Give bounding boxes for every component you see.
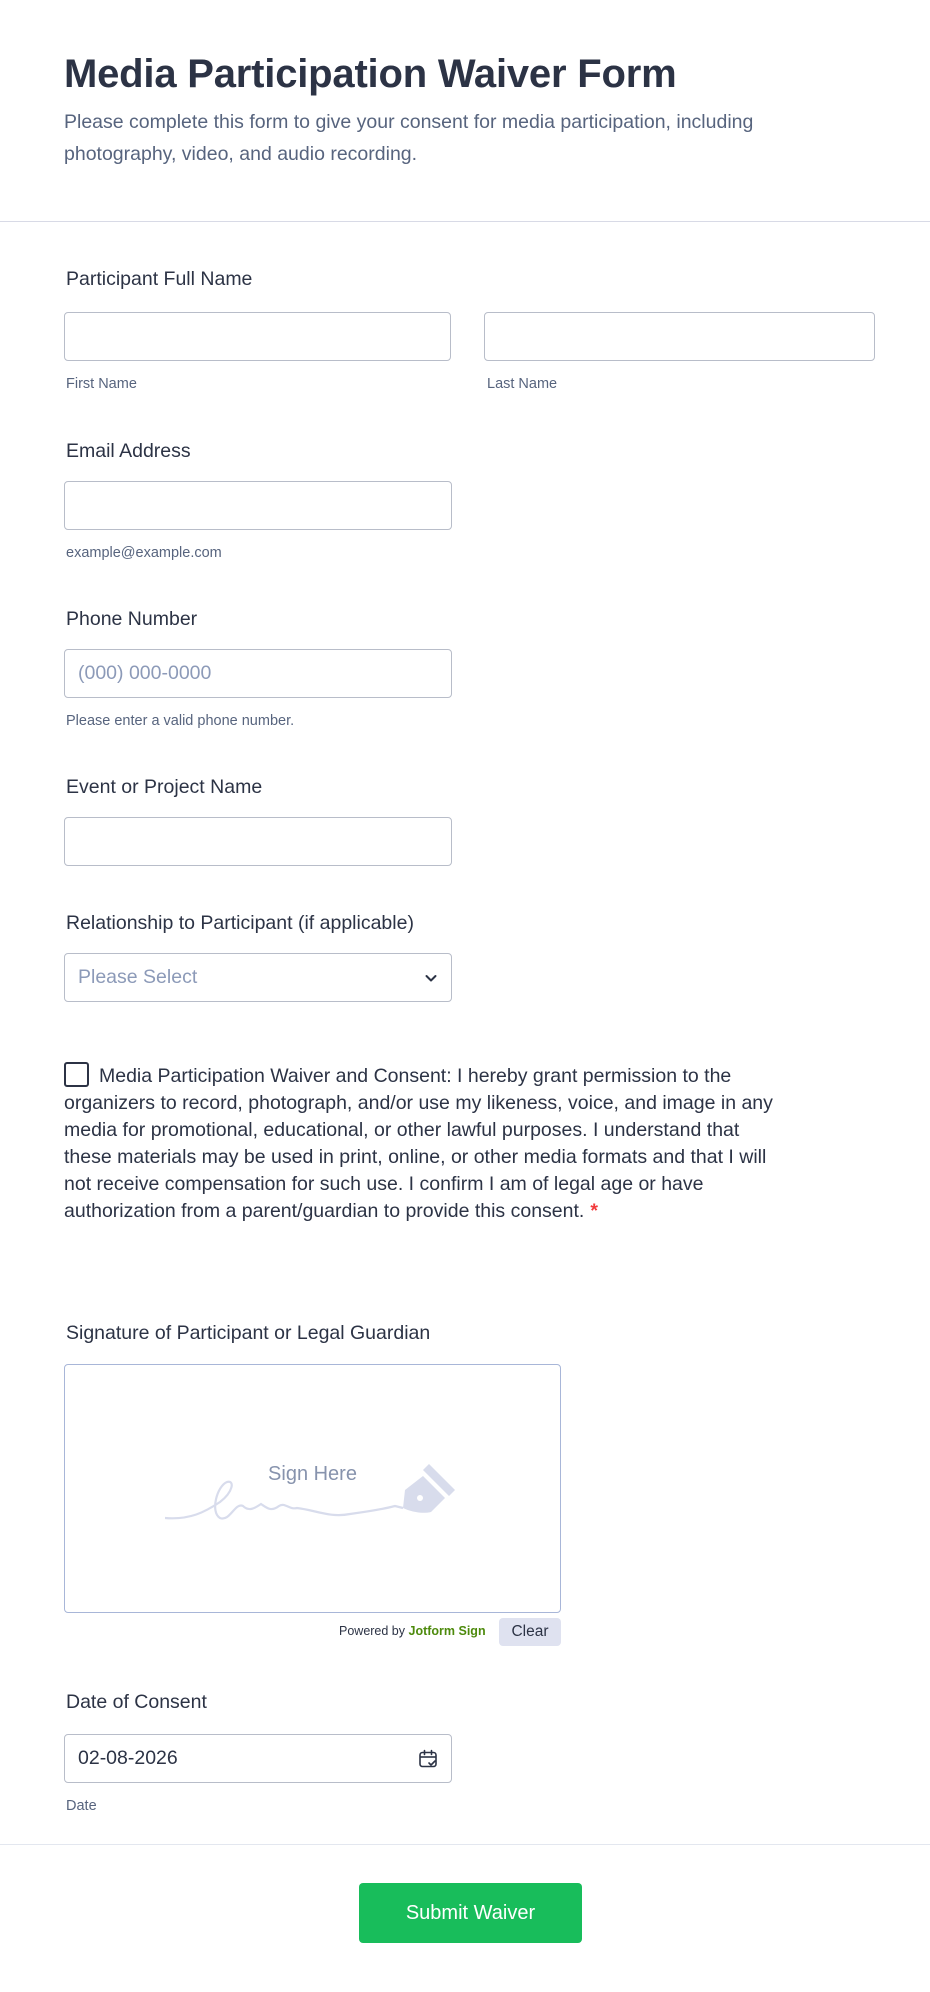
full-name-label: Participant Full Name (66, 268, 253, 290)
last-name-sublabel: Last Name (487, 376, 558, 392)
email-input[interactable] (64, 481, 452, 530)
last-name-input[interactable] (484, 312, 875, 361)
date-sublabel: Date (66, 1798, 97, 1814)
form-title: Media Participation Waiver Form (64, 52, 677, 96)
powered-by-brand-link[interactable]: Jotform Sign (408, 1624, 486, 1638)
consent-checkbox[interactable] (64, 1062, 89, 1087)
email-sublabel: example@example.com (66, 545, 222, 561)
phone-sublabel: Please enter a valid phone number. (66, 713, 295, 729)
signature-label: Signature of Participant or Legal Guardian (66, 1322, 431, 1344)
date-value: 02-08-2026 (78, 1747, 178, 1769)
date-input[interactable] (64, 1734, 452, 1783)
form-subtitle: Please complete this form to give your consent for media participation, including photography, video, and audio recording. (64, 111, 754, 165)
consent-text: Media Participation Waiver and Consent: I hereby grant permission to the organizers to record, photograph, and/or use my likeness, voice, and image in any media for promotional, educational, or other lawful purposes. I understand that these materials may be used in print, online, or other media formats and that I will not receive compensation for such use. I confirm I am of legal age or have authorization from a parent/guardian to provide this consent. (64, 1065, 773, 1222)
first-name-input[interactable] (64, 312, 451, 361)
sign-here-placeholder: Sign Here (268, 1463, 357, 1485)
powered-by-prefix: Powered by (339, 1624, 406, 1638)
powered-by (339, 1624, 486, 1638)
phone-label: Phone Number (66, 608, 198, 630)
relationship-label: Relationship to Participant (if applicable) (66, 912, 414, 934)
footer-divider (0, 1844, 930, 1845)
event-input[interactable] (64, 817, 452, 866)
clear-signature-button[interactable]: Clear (499, 1618, 561, 1646)
phone-input[interactable] (64, 649, 452, 698)
calendar-icon[interactable] (417, 1748, 439, 1770)
submit-waiver-button[interactable]: Submit Waiver (359, 1883, 582, 1943)
relationship-selected: Please Select (78, 966, 198, 988)
date-label: Date of Consent (66, 1691, 207, 1713)
required-asterisk: * (590, 1200, 598, 1222)
first-name-sublabel: First Name (66, 376, 137, 392)
phone-placeholder: (000) 000-0000 (78, 662, 212, 684)
signature-pad[interactable] (64, 1364, 561, 1613)
email-label: Email Address (66, 440, 191, 462)
consent-block (64, 1062, 784, 1225)
relationship-select[interactable] (64, 953, 452, 1002)
form-header (0, 0, 930, 222)
chevron-down-icon (423, 970, 439, 986)
event-label: Event or Project Name (66, 776, 263, 798)
